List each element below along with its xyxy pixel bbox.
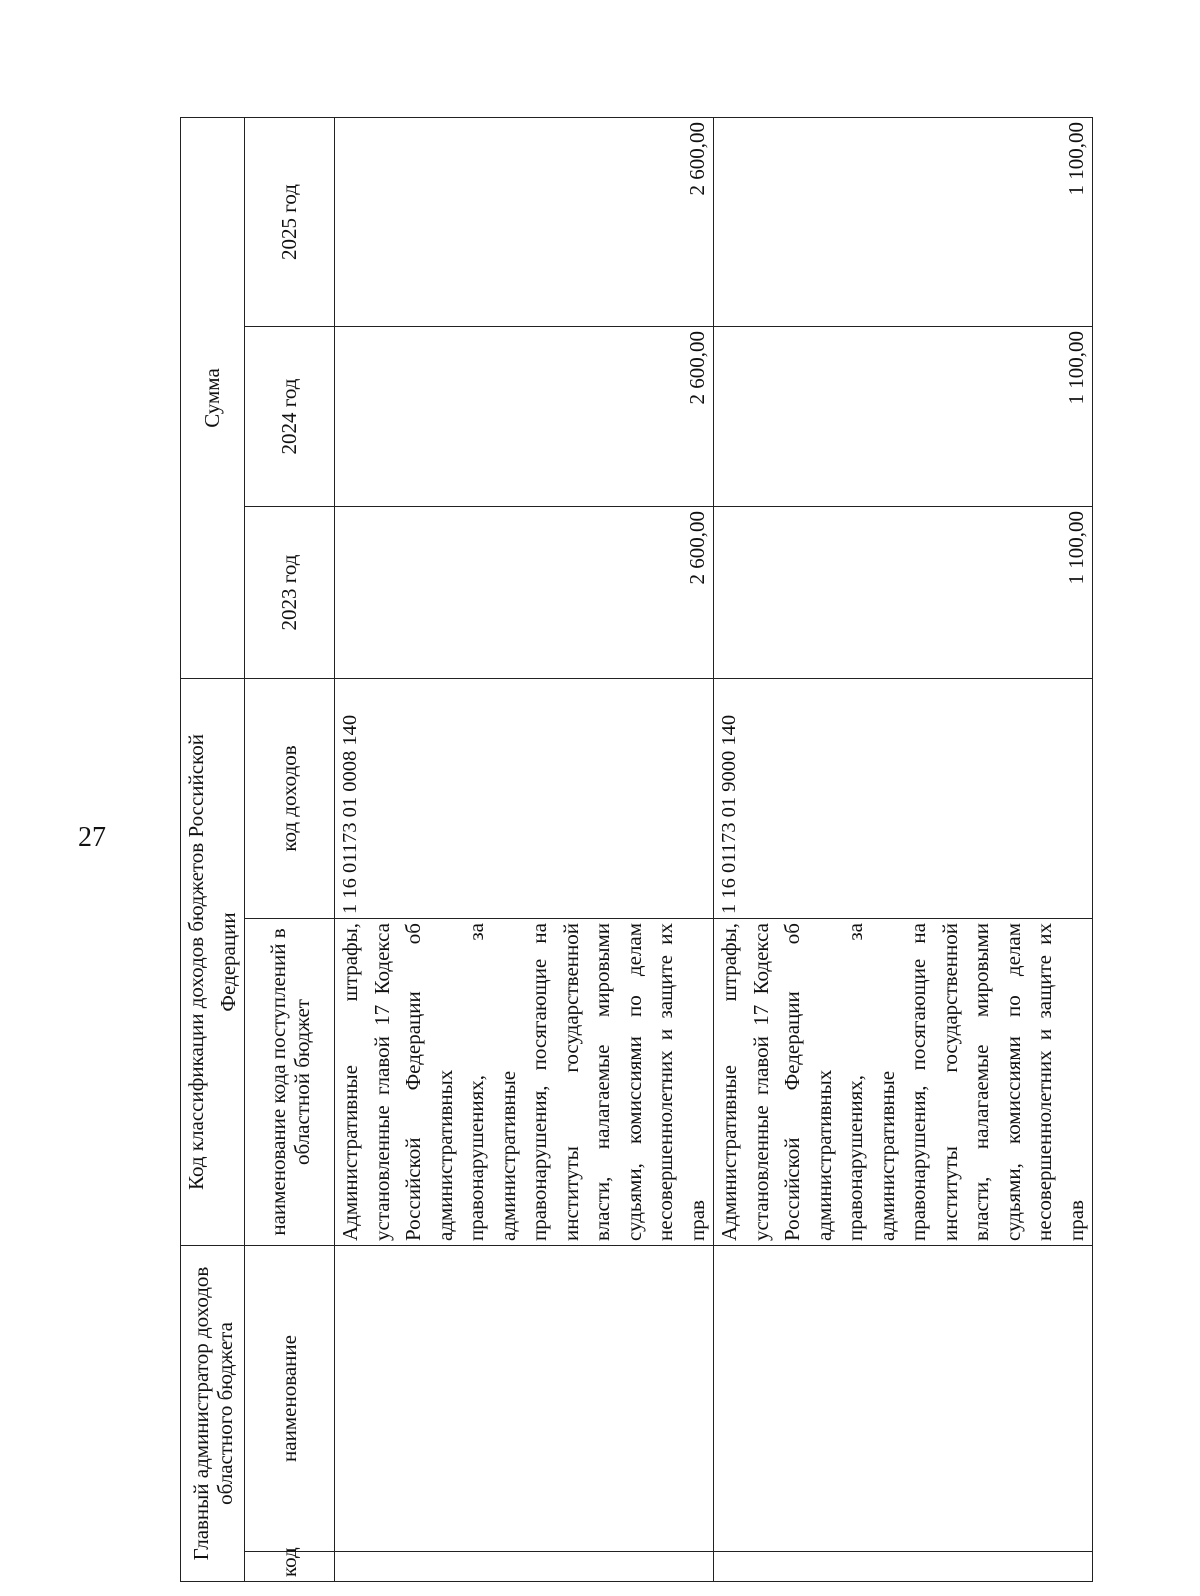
col-admin-code-header: код (245, 1552, 335, 1582)
col-admin-name-header: наименование (245, 1246, 335, 1552)
col-2023-header: 2023 год (245, 506, 335, 678)
rotated-table-wrapper (180, 118, 1088, 1582)
admin-code-cell (335, 1552, 714, 1582)
amount-2025-cell: 1 100,00 (714, 117, 1093, 326)
admin-name-cell (335, 1246, 714, 1552)
sum-group-header: Сумма (181, 117, 245, 678)
income-name-cell: Административные штрафы, установленные главой 17 Кодекса Российской Федерации об административных правонарушениях, за административные правонарушения, посягающие на институты государственной власти, налагаемые мировыми судьями, комиссиями по делам несовершеннолетних и защите их прав (714, 919, 1093, 1246)
amount-2024-cell: 1 100,00 (714, 326, 1093, 506)
income-name-cell: Административные штрафы, установленные главой 17 Кодекса Российской Федерации об административных правонарушениях, за административные правонарушения, посягающие на институты государственной власти, налагаемые мировыми судьями, комиссиями по делам несовершеннолетних и защите их прав (335, 919, 714, 1246)
amount-2023-cell: 1 100,00 (714, 506, 1093, 678)
amount-2025-cell: 2 600,00 (335, 117, 714, 326)
admin-group-header: Главный администратор доходов областного бюджета (181, 1246, 245, 1582)
table-row (335, 117, 714, 1581)
col-income-name-header: наименование кода поступлений в областной бюджет (245, 919, 335, 1246)
amount-2023-cell: 2 600,00 (335, 506, 714, 678)
classification-group-header: Код классификации доходов бюджетов Российской Федерации (181, 678, 245, 1245)
income-table (180, 117, 1093, 1582)
page-number: 27 (78, 822, 106, 853)
table-row (714, 117, 1093, 1581)
col-2025-header: 2025 год (245, 117, 335, 326)
admin-name-cell (714, 1246, 1093, 1552)
admin-code-cell (714, 1552, 1093, 1582)
col-income-code-header: код доходов (245, 678, 335, 918)
income-code-cell: 1 16 01173 01 0008 140 (335, 678, 714, 918)
col-2024-header: 2024 год (245, 326, 335, 506)
income-code-cell: 1 16 01173 01 9000 140 (714, 678, 1093, 918)
amount-2024-cell: 2 600,00 (335, 326, 714, 506)
